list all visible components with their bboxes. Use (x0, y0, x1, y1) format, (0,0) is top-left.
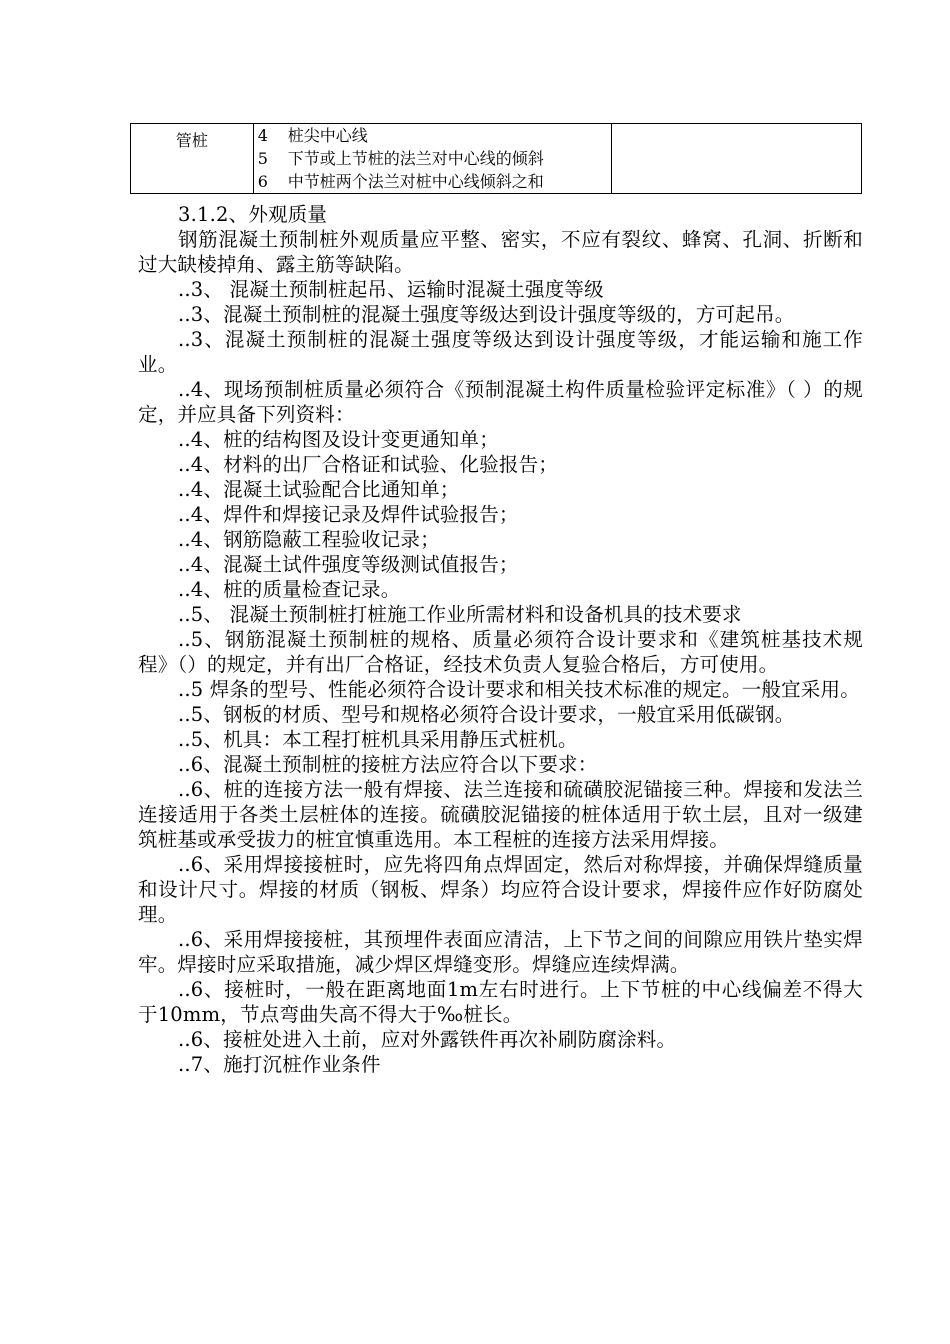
table-item (254, 124, 611, 147)
paragraph: ..4、焊件和焊接记录及焊件试验报告； (178, 503, 519, 526)
paragraph: ..4、桩的质量检查记录。 (178, 578, 401, 601)
paragraph: ..4、桩的结构图及设计变更通知单； (178, 428, 499, 451)
paragraph: ..4、钢筋隐蔽工程验收记录； (178, 528, 440, 551)
paragraph: ..5、钢筋混凝土预制桩的规格、质量必须符合设计要求和《建筑桩基技术规程》（）的规定，并有出厂合格证，经技术负责人复验合格后，方可使用。 (138, 628, 863, 676)
paragraph: ..5、机具：本工程打桩机具采用静压式桩机。 (178, 728, 578, 751)
paragraph: ..5、钢板的材质、型号和规格必须符合设计要求，一般宜采用低碳钢。 (178, 703, 795, 726)
section-heading: 3.1.2、外观质量 (178, 203, 328, 226)
paragraph: ..3、混凝土预制桩的混凝土强度等级达到设计强度等级的，方可起吊。 (178, 303, 795, 326)
item-number: 4 (257, 126, 268, 145)
table-item (254, 170, 611, 193)
category-cell: 管桩 (131, 124, 254, 194)
paragraph: ..6、采用焊接接桩，其预埋件表面应清洁，上下节之间的间隙应用铁片垫实焊牢。焊接时应采取措施，减少焊区焊缝变形。焊缝应连续焊满。 (138, 928, 863, 976)
paragraph: ..5 焊条的型号、性能必须符合设计要求和相关技术标准的规定。一般宜采用。 (178, 678, 860, 701)
table-row (131, 124, 862, 194)
item-text: 中节桩两个法兰对桩中心线倾斜之和 (287, 172, 544, 191)
paragraph: ..4、混凝土试件强度等级测试值报告； (178, 553, 519, 576)
item-number: 5 (257, 149, 268, 168)
value-cell (611, 124, 861, 194)
paragraph: ..3、 混凝土预制桩起吊、运输时混凝土强度等级 (178, 278, 604, 301)
paragraph: ..5、 混凝土预制桩打桩施工作业所需材料和设备机具的技术要求 (178, 603, 742, 626)
spec-table (130, 123, 862, 194)
paragraph: ..6、接桩时，一般在距离地面1m左右时进行。上下节桩的中心线偏差不得大于10mm，节点弯曲失高不得大于‰桩长。 (138, 978, 863, 1026)
paragraph: 钢筋混凝土预制桩外观质量应平整、密实，不应有裂纹、蜂窝、孔洞、折断和过大缺棱掉角、露主筋等缺陷。 (138, 228, 863, 276)
items-cell (253, 124, 611, 194)
item-text: 下节或上节桩的法兰对中心线的倾斜 (287, 149, 544, 168)
paragraph: ..7、施打沉桩作业条件 (178, 1053, 381, 1076)
paragraph: ..6、混凝土预制桩的接桩方法应符合以下要求： (178, 753, 598, 776)
paragraph: ..6、接桩处进入土前，应对外露铁件再次补刷防腐涂料。 (178, 1028, 677, 1051)
body-text (138, 202, 863, 1077)
paragraph: ..4、混凝土试验配合比通知单； (178, 478, 460, 501)
paragraph: ..4、现场预制桩质量必须符合《预制混凝土构件质量检验评定标准》（ ）的规定，并应具备下列资料： (138, 378, 863, 426)
item-number: 6 (257, 172, 268, 191)
paragraph: ..6、采用焊接接桩时，应先将四角点焊固定，然后对称焊接，并确保焊缝质量和设计尺寸。焊接的材质（钢板、焊条）均应符合设计要求，焊接件应作好防腐处理。 (138, 853, 863, 926)
paragraph: ..6、桩的连接方法一般有焊接、法兰连接和硫磺胶泥锚接三种。焊接和发法兰连接适用于各类土层桩体的连接。硫磺胶泥锚接的桩体适用于软土层，且对一级建筑桩基或承受拔力的桩宜慎重选用。本工程桩的连接方法采用焊接。 (138, 778, 863, 851)
table-item (254, 147, 611, 170)
paragraph: ..4、材料的出厂合格证和试验、化验报告； (178, 453, 559, 476)
item-text: 桩尖中心线 (287, 126, 368, 145)
paragraph: ..3、混凝土预制桩的混凝土强度等级达到设计强度等级，才能运输和施工作业。 (138, 328, 863, 376)
